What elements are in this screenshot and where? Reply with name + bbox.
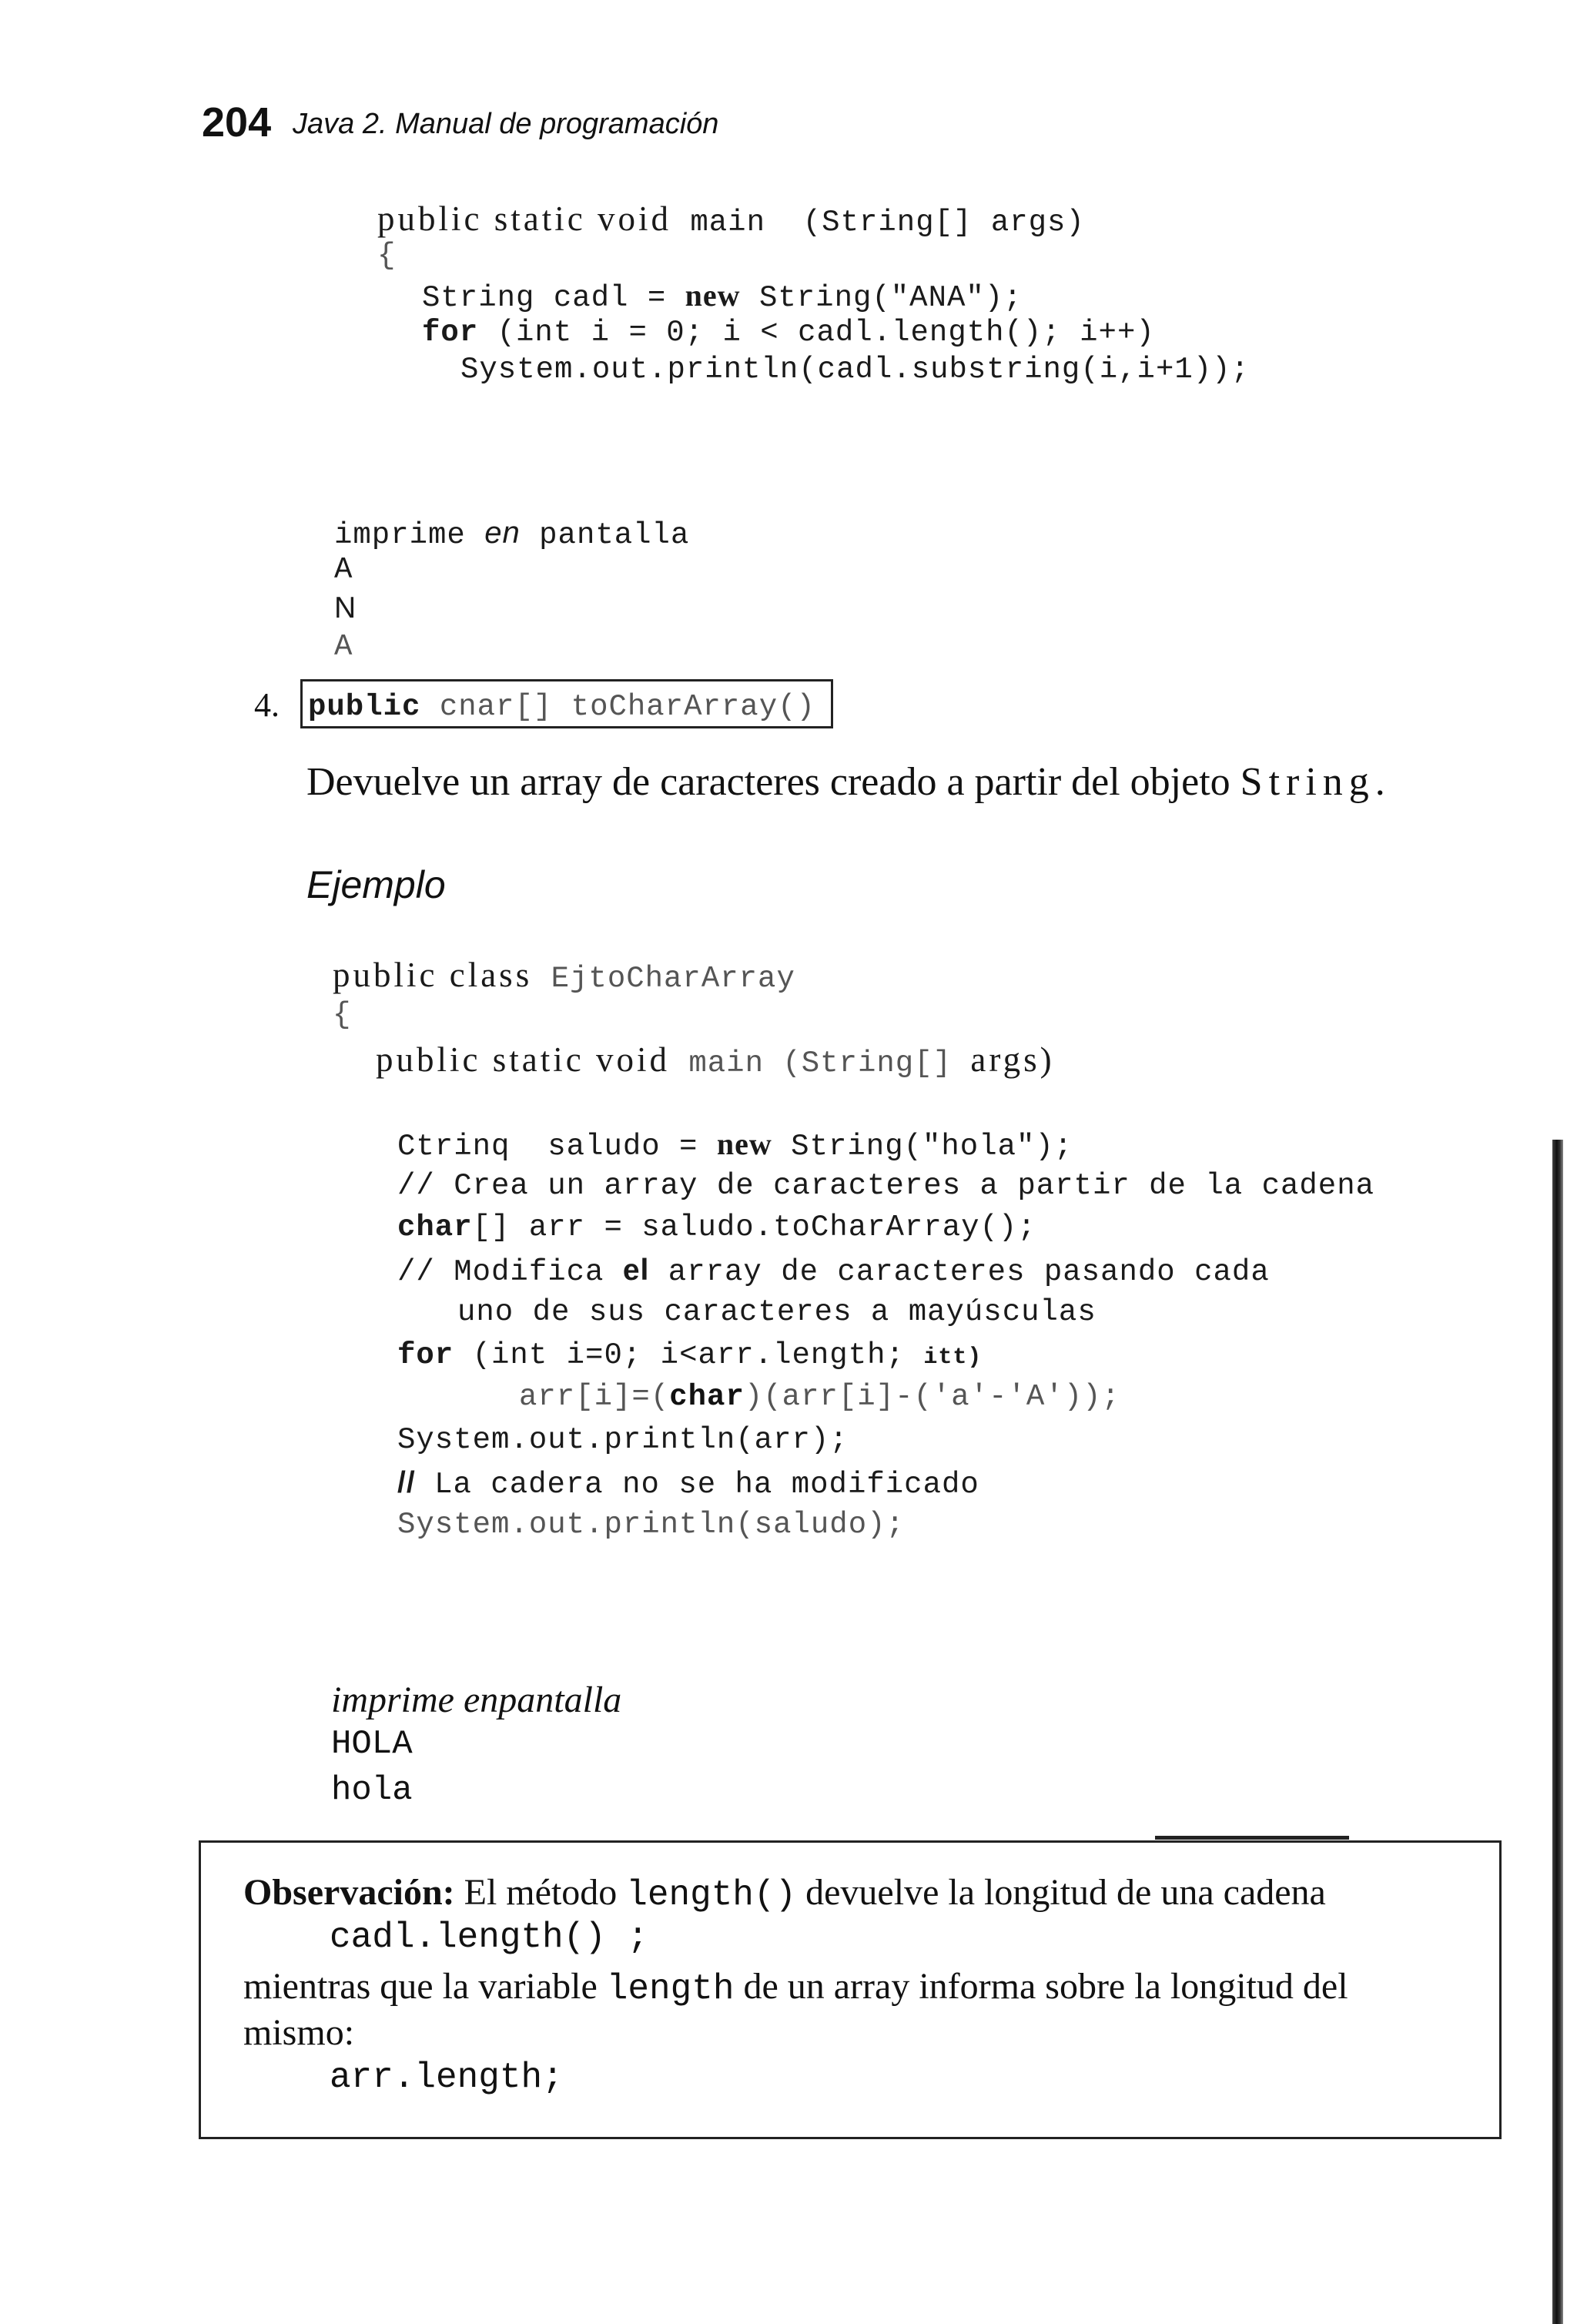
observation-line-3 [243,1965,1348,2009]
code2-assign-a: arr[i]=( [519,1380,670,1414]
output1-label-a: imprime [334,518,485,552]
code2-array-decl: [] arr = saludo.toCharArray(); [472,1211,1036,1244]
output1-line-2: N [334,591,357,625]
output2-line-1: HOLA [331,1725,413,1763]
code1-constructor: String("ANA"); [740,281,1023,315]
output1-label-en: en [484,516,521,550]
output2-line-2: hola [331,1771,413,1810]
output2-label: imprime enpantalla [331,1679,622,1720]
code2-line-3 [376,1040,1055,1080]
code2-line-1 [333,955,795,996]
code2-main-args: args) [970,1040,1055,1079]
code2-line-12 [397,1466,979,1502]
description-text: Devuelve un array de caracteres creado a partir del objeto [306,760,1241,804]
code2-line-4 [397,1126,1073,1164]
code2-comment-b: array de caracteres pasando cada [649,1255,1270,1289]
code2-cast-keyword: char [669,1380,745,1414]
scan-edge-shadow [1552,1140,1563,2324]
code2-class-keywords: public class [333,956,533,994]
note-box-mark [1155,1836,1349,1840]
code1-keywords: public static void [377,199,671,238]
code1-new-keyword: new [685,278,741,313]
observation-code-2: arr.length; [330,2058,564,2098]
output1-label-b: pantalla [520,518,690,552]
code2-line-7 [397,1254,1270,1289]
code2-line-5: // Crea un array de caracteres a partir de la cadena [397,1169,1374,1203]
output1-line-1: A [334,553,353,587]
code1-for-rest: (int i = 0; i < cadl.length(); i++) [478,316,1155,350]
code2-for-keyword: for [397,1338,454,1372]
code2-for-rest: (int i=0; i<arr.length; [454,1338,924,1372]
observation-text-1: El método [454,1872,627,1913]
code2-char-keyword: char [397,1211,473,1244]
page-number: 204 [202,99,272,146]
signature-rest: cnar[] toCharArray() [420,690,815,724]
observation-text-2-end: de un array informa sobre la longitud del [734,1966,1348,2007]
code2-line-6 [397,1211,1036,1244]
observation-label: Observación: [243,1872,455,1913]
code1-line-4 [422,316,1155,350]
code1-line-2: { [377,239,397,273]
observation-line-4: mismo: [243,2012,355,2053]
code2-decl: Ctrinq saludo = [397,1130,717,1164]
code1-signature: main (String[] args) [671,206,1085,239]
code2-new-keyword: new [716,1127,772,1161]
description-end: . [1374,760,1385,804]
observation-text-1-end: devuelve la longitud de una cadena [796,1872,1326,1913]
code2-comment-rest: La cadera no se ha modificado [415,1468,979,1502]
code1-decl: String cadl = [422,281,685,315]
code2-main-sig: main (String[] [669,1046,971,1080]
code2-class-name: EjtoCharArray [532,962,795,996]
item-number: 4. [254,686,280,724]
description-code: String [1240,760,1375,804]
example-heading: Ejemplo [306,863,446,906]
code2-line-11: System.out.println(arr); [397,1423,849,1457]
code2-for-increment: itt) [923,1345,983,1371]
code2-line-8: uno de sus caracteres a mayúsculas [457,1295,1097,1329]
code2-constructor: String("hola"); [772,1130,1073,1164]
code2-line-9 [397,1338,982,1372]
output1-line-3: A [334,630,353,664]
code2-line-2: { [333,998,352,1032]
code2-comment-a: // Modifica [397,1255,623,1289]
code1-line-1 [377,199,1085,239]
observation-line-1 [243,1871,1326,1915]
code1-for-keyword: for [422,316,479,350]
code1-line-3 [422,277,1023,315]
observation-code-length-method: length() [626,1875,797,1915]
code2-comment-el: el [622,1254,650,1287]
code2-line-13: System.out.println(saludo); [397,1508,905,1542]
method-signature [308,690,815,724]
code1-line-5: System.out.println(cadl.substring(i,i+1)); [460,353,1250,387]
code2-comment-slash: // [397,1466,416,1499]
method-description [306,759,1385,805]
signature-public: public [308,690,421,724]
code2-main-keywords: public static void [376,1040,670,1079]
observation-code-length-var: length [606,1969,735,2009]
code2-line-10 [519,1380,1120,1414]
code2-assign-b: )(arr[i]-('a'-'A')); [744,1380,1120,1414]
output1-label [334,516,689,552]
observation-text-2: mientras que la variable [243,1966,607,2007]
observation-code-1: cadl.length() ; [330,1917,649,1957]
running-title: Java 2. Manual de programación [293,108,719,140]
